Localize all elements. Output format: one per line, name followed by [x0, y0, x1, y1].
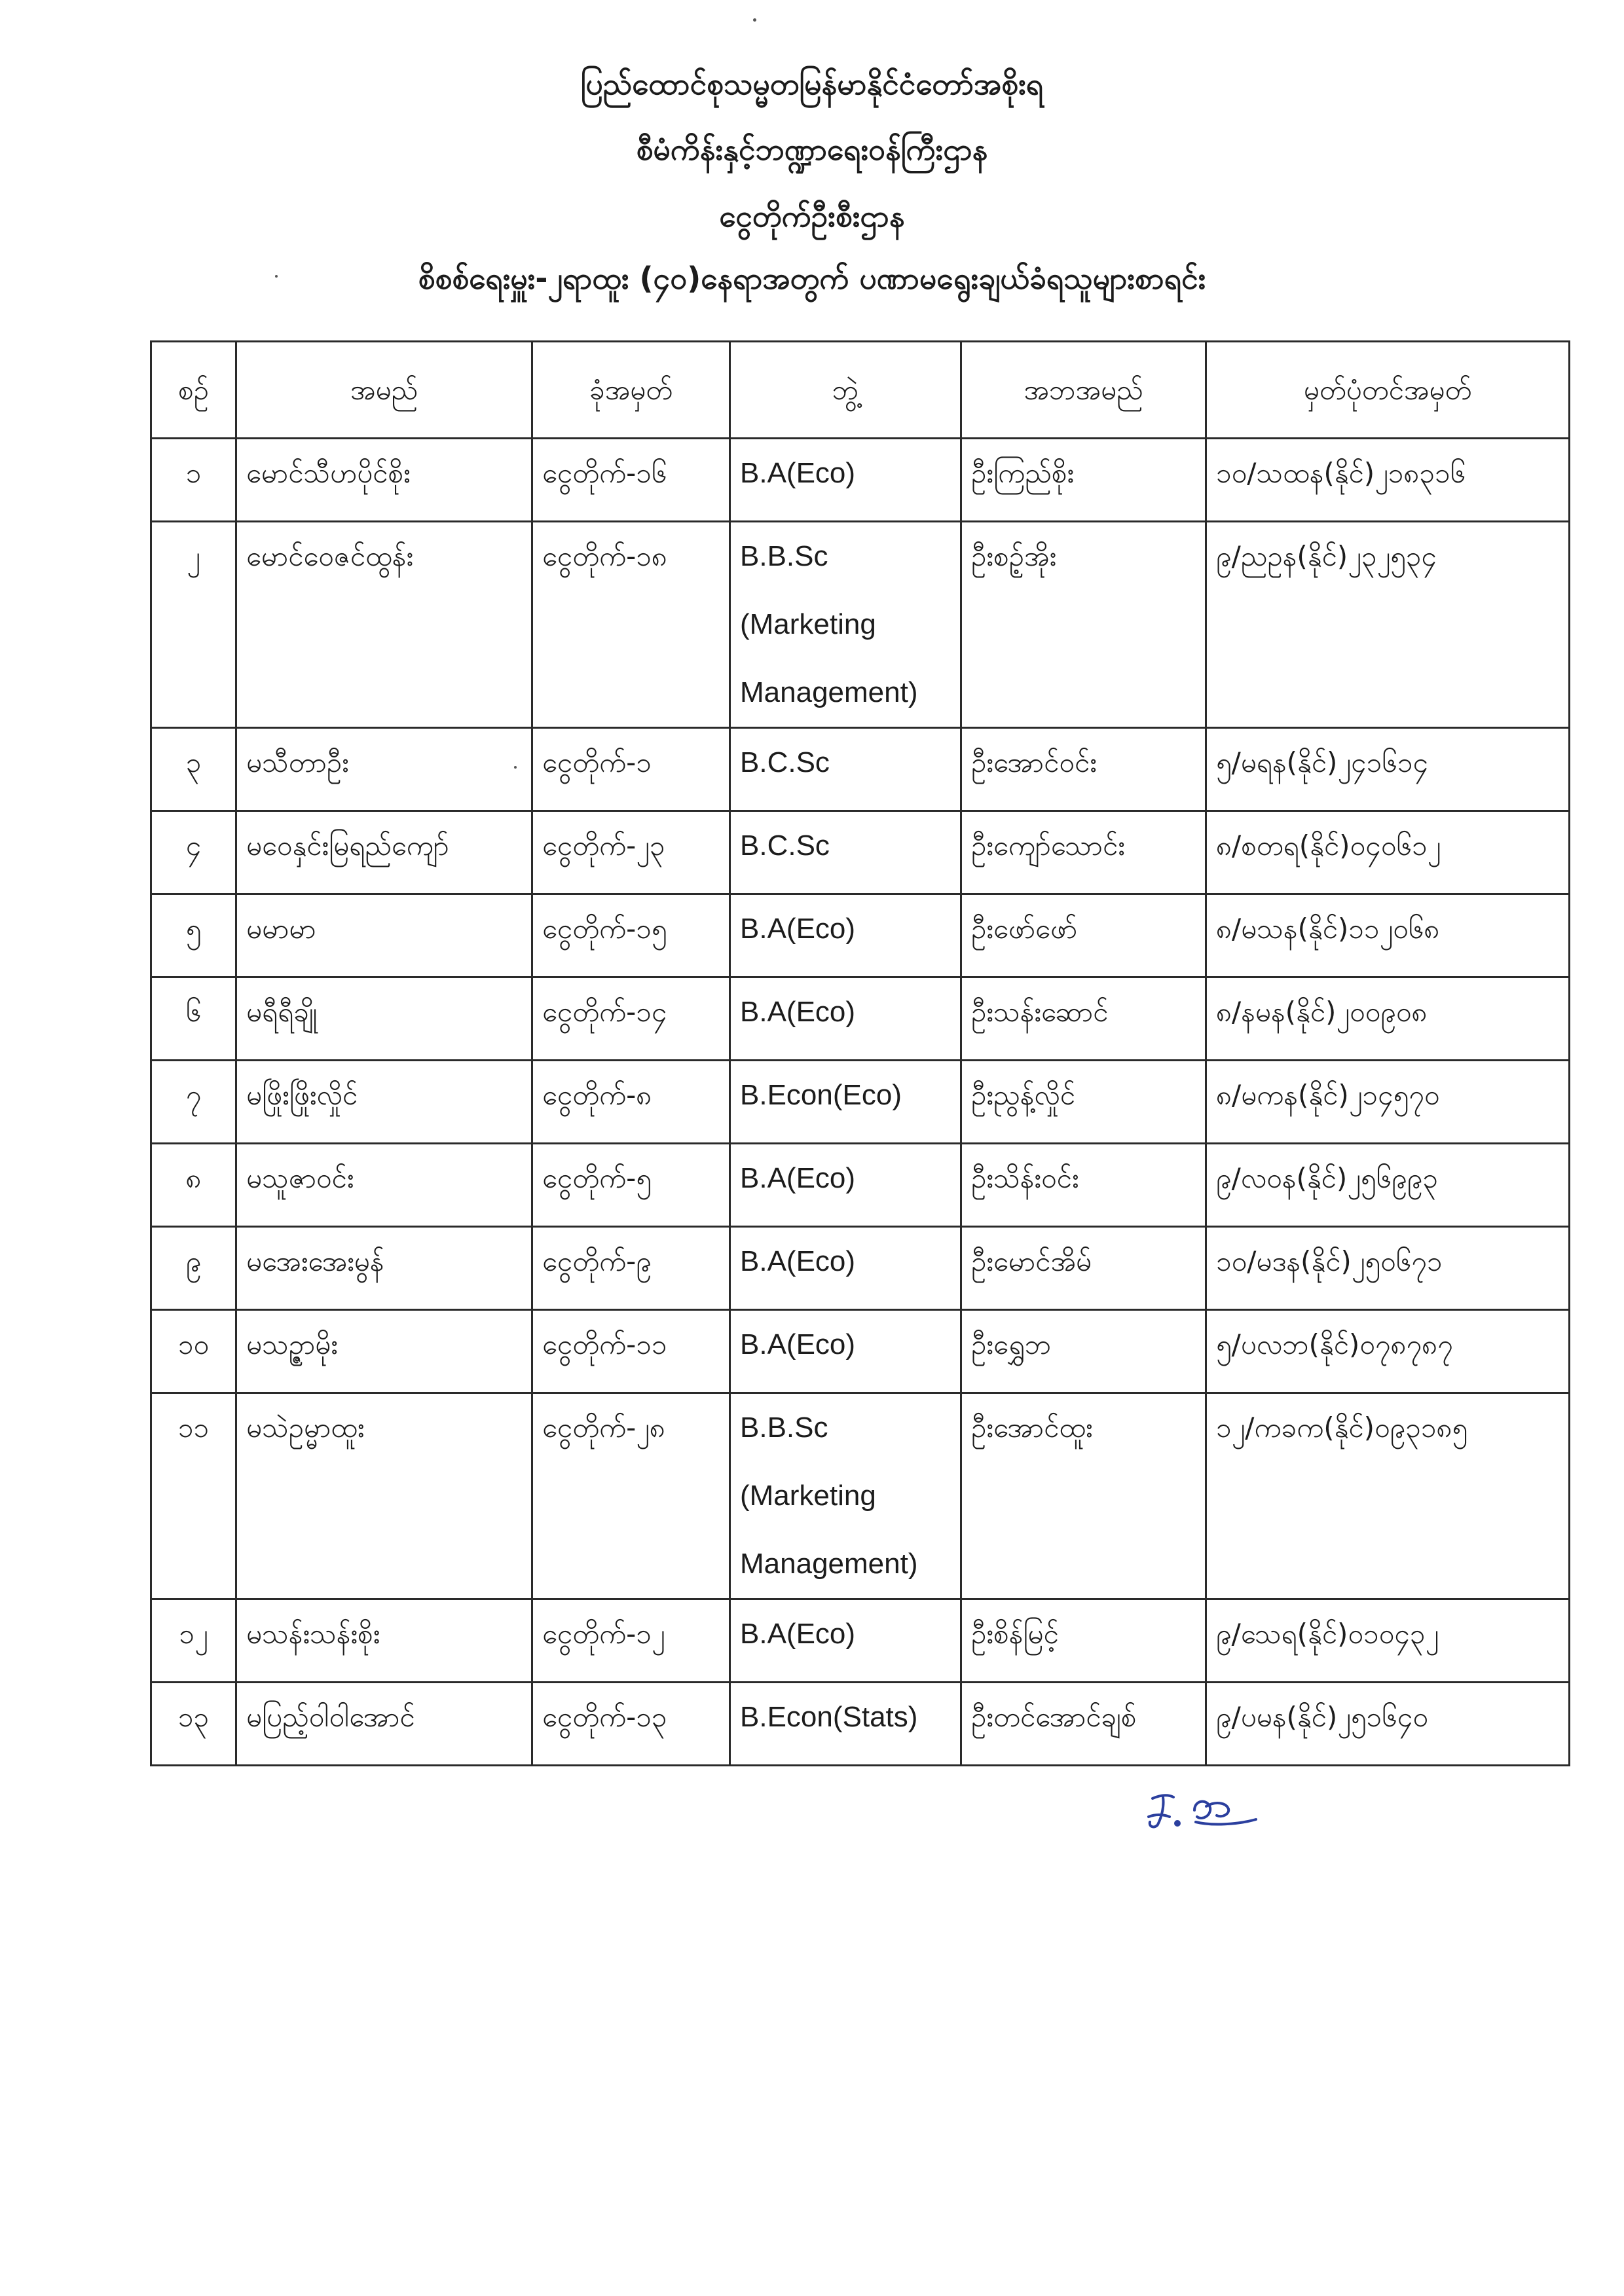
cell-candidate-name: မပြည့်ဝါဝါအောင်: [236, 1683, 532, 1766]
cell-degree: [730, 1393, 961, 1599]
table-row: [151, 728, 1570, 811]
cell-roll-number: ငွေတိုက်-၁၁: [532, 1310, 730, 1393]
header-list-title: စိစစ်ရေးမှူး-၂ရာထူး (၄၀)နေရာအတွက် ပဏာမရွေးချယ်ခံရသူများစာရင်း: [418, 261, 1206, 296]
cell-candidate-name: မဝေနှင်းမြရည်ကျော်: [236, 811, 532, 894]
cell-roll-number: ငွေတိုက်-၉: [532, 1227, 730, 1310]
degree-line: B.A(Eco): [740, 1328, 856, 1360]
cell-degree: [730, 1599, 961, 1683]
scan-speck: [753, 18, 756, 22]
cell-nrc-number: ၈/မသန(နိုင်)၁၁၂၀၆၈: [1206, 894, 1570, 977]
cell-serial-number: ၁၂: [151, 1599, 236, 1683]
handwritten-initials-signature: [1139, 1784, 1264, 1836]
cell-serial-number: ၂: [151, 522, 236, 728]
column-header-serial: စဉ်: [151, 342, 236, 439]
cell-candidate-name: မသဲဥမ္မာထူး: [236, 1393, 532, 1599]
column-header-roll-number: ခုံအမှတ်: [532, 342, 730, 439]
cell-candidate-name: မောင်ဝေဇင်ထွန်း: [236, 522, 532, 728]
cell-degree: [730, 1144, 961, 1227]
cell-roll-number: ငွေတိုက်-၁၃: [532, 1683, 730, 1766]
cell-serial-number: ၄: [151, 811, 236, 894]
cell-roll-number: ငွေတိုက်-၁၆: [532, 439, 730, 522]
cell-degree: [730, 1061, 961, 1144]
degree-line: B.C.Sc: [740, 829, 830, 862]
degree-line: (Marketing: [740, 608, 876, 640]
degree-line: B.A(Eco): [740, 457, 856, 489]
degree-line: (Marketing: [740, 1480, 876, 1512]
table-row: [151, 439, 1570, 522]
cell-father-name: ဦးအောင်ဝင်း: [961, 728, 1206, 811]
cell-nrc-number: ၁၂/ကခက(နိုင်)၀၉၃၁၈၅: [1206, 1393, 1570, 1599]
cell-roll-number: ငွေတိုက်-၅: [532, 1144, 730, 1227]
cell-nrc-number: ၈/နမန(နိုင်)၂၀၀၉၀၈: [1206, 977, 1570, 1061]
cell-father-name: ဦးတင်အောင်ချစ်: [961, 1683, 1206, 1766]
cell-father-name: ဦးအောင်ထူး: [961, 1393, 1206, 1599]
table-row: [151, 522, 1570, 728]
cell-roll-number: ငွေတိုက်-၁: [532, 728, 730, 811]
cell-father-name: ဦးကြည်စိုး: [961, 439, 1206, 522]
cell-roll-number: ငွေတိုက်-၈: [532, 1061, 730, 1144]
table-row: [151, 894, 1570, 977]
cell-nrc-number: ၁၀/မဒန(နိုင်)၂၅၀၆၇၁: [1206, 1227, 1570, 1310]
cell-candidate-name: မမာမာ: [236, 894, 532, 977]
cell-father-name: ဦးရွှေဘ: [961, 1310, 1206, 1393]
cell-serial-number: ၇: [151, 1061, 236, 1144]
header-department: ငွေတိုက်ဦးစီးဌာန: [719, 198, 905, 234]
cell-roll-number: ငွေတိုက်-၁၈: [532, 522, 730, 728]
degree-line: Management): [740, 1548, 918, 1580]
cell-roll-number: ငွေတိုက်-၁၂: [532, 1599, 730, 1683]
cell-degree: [730, 1683, 961, 1766]
cell-serial-number: ၁၁: [151, 1393, 236, 1599]
cell-degree: [730, 1227, 961, 1310]
cell-roll-number: ငွေတိုက်-၁၅: [532, 894, 730, 977]
cell-candidate-name: မသဥ္ဇာမိုး: [236, 1310, 532, 1393]
cell-father-name: ဦးသန်းဆောင်: [961, 977, 1206, 1061]
table-row: [151, 1683, 1570, 1766]
cell-candidate-name: မသီတာဦး: [236, 728, 532, 811]
cell-father-name: ဦးစဉ့်အိုး: [961, 522, 1206, 728]
cell-nrc-number: ၉/ညဥန(နိုင်)၂၃၂၅၃၄: [1206, 522, 1570, 728]
selected-candidates-table: [150, 340, 1570, 1766]
degree-line: B.B.Sc: [740, 1412, 828, 1444]
table-row: [151, 1144, 1570, 1227]
column-header-degree: ဘွဲ့: [730, 342, 961, 439]
cell-serial-number: ၉: [151, 1227, 236, 1310]
cell-serial-number: ၆: [151, 977, 236, 1061]
degree-line: B.Econ(Stats): [740, 1701, 918, 1733]
table-row: [151, 1599, 1570, 1683]
degree-line: B.A(Eco): [740, 1618, 856, 1650]
degree-line: Management): [740, 676, 918, 708]
degree-line: B.A(Eco): [740, 1245, 856, 1277]
cell-serial-number: ၁: [151, 439, 236, 522]
cell-candidate-name: မရီရီချို: [236, 977, 532, 1061]
degree-line: B.A(Eco): [740, 996, 856, 1028]
degree-line: B.B.Sc: [740, 540, 828, 572]
header-ministry: စီမံကိန်းနှင့်ဘဏ္ဍာရေးဝန်ကြီးဌာန: [636, 132, 988, 167]
table-header-row: [151, 342, 1570, 439]
cell-roll-number: ငွေတိုက်-၁၄: [532, 977, 730, 1061]
cell-serial-number: ၅: [151, 894, 236, 977]
table-row: [151, 977, 1570, 1061]
table-row: [151, 1310, 1570, 1393]
cell-nrc-number: ၁၀/သထန(နိုင်)၂၁၈၃၁၆: [1206, 439, 1570, 522]
table-row: [151, 1061, 1570, 1144]
cell-candidate-name: မသန်းသန်းစိုး: [236, 1599, 532, 1683]
cell-nrc-number: ၉/လဝန(နိုင်)၂၅၆၉၉၃: [1206, 1144, 1570, 1227]
cell-father-name: ဦးစိန်မြင့်: [961, 1599, 1206, 1683]
cell-nrc-number: ၈/မကန(နိုင်)၂၁၄၅၇၀: [1206, 1061, 1570, 1144]
degree-line: B.C.Sc: [740, 746, 830, 778]
column-header-name: အမည်: [236, 342, 532, 439]
column-header-nrc-number: မှတ်ပုံတင်အမှတ်: [1206, 342, 1570, 439]
table-row: [151, 1227, 1570, 1310]
cell-serial-number: ၈: [151, 1144, 236, 1227]
cell-degree: [730, 977, 961, 1061]
cell-degree: [730, 1310, 961, 1393]
cell-degree: [730, 439, 961, 522]
cell-father-name: ဦးဖော်ဖော်: [961, 894, 1206, 977]
cell-nrc-number: ၅/ပလဘ(နိုင်)၀၇၈၇၈၇: [1206, 1310, 1570, 1393]
cell-father-name: ဦးကျော်သောင်း: [961, 811, 1206, 894]
degree-line: B.A(Eco): [740, 1162, 856, 1194]
cell-nrc-number: ၉/သေရ(နိုင်)၀၁၀၄၃၂: [1206, 1599, 1570, 1683]
cell-serial-number: ၁၃: [151, 1683, 236, 1766]
cell-serial-number: ၁၀: [151, 1310, 236, 1393]
table-row: [151, 811, 1570, 894]
cell-nrc-number: ၉/ပမန(နိုင်)၂၅၁၆၄၀: [1206, 1683, 1570, 1766]
cell-candidate-name: မသူဇာဝင်း: [236, 1144, 532, 1227]
cell-father-name: ဦးမောင်အိမ်: [961, 1227, 1206, 1310]
cell-roll-number: ငွေတိုက်-၂၈: [532, 1393, 730, 1599]
header-government: ပြည်ထောင်စုသမ္မတမြန်မာနိုင်ငံတော်အစိုးရ: [580, 66, 1044, 101]
cell-candidate-name: မောင်သီဟပိုင်စိုး: [236, 439, 532, 522]
degree-line: B.A(Eco): [740, 913, 856, 945]
cell-candidate-name: မဖြိုးဖြိုးလှိုင်: [236, 1061, 532, 1144]
cell-degree: [730, 894, 961, 977]
cell-father-name: ဦးသိန်းဝင်း: [961, 1144, 1206, 1227]
table-row: [151, 1393, 1570, 1599]
cell-degree: [730, 811, 961, 894]
cell-nrc-number: ၅/မရန(နိုင်)၂၄၁၆၁၄: [1206, 728, 1570, 811]
cell-roll-number: ငွေတိုက်-၂၃: [532, 811, 730, 894]
cell-father-name: ဦးညွန့်လှိုင်: [961, 1061, 1206, 1144]
column-header-father-name: အဘအမည်: [961, 342, 1206, 439]
degree-line: B.Econ(Eco): [740, 1079, 902, 1111]
cell-candidate-name: မအေးအေးမွန်: [236, 1227, 532, 1310]
cell-degree: [730, 728, 961, 811]
cell-nrc-number: ၈/စတရ(နိုင်)၀၄၀၆၁၂: [1206, 811, 1570, 894]
cell-degree: [730, 522, 961, 728]
cell-serial-number: ၃: [151, 728, 236, 811]
